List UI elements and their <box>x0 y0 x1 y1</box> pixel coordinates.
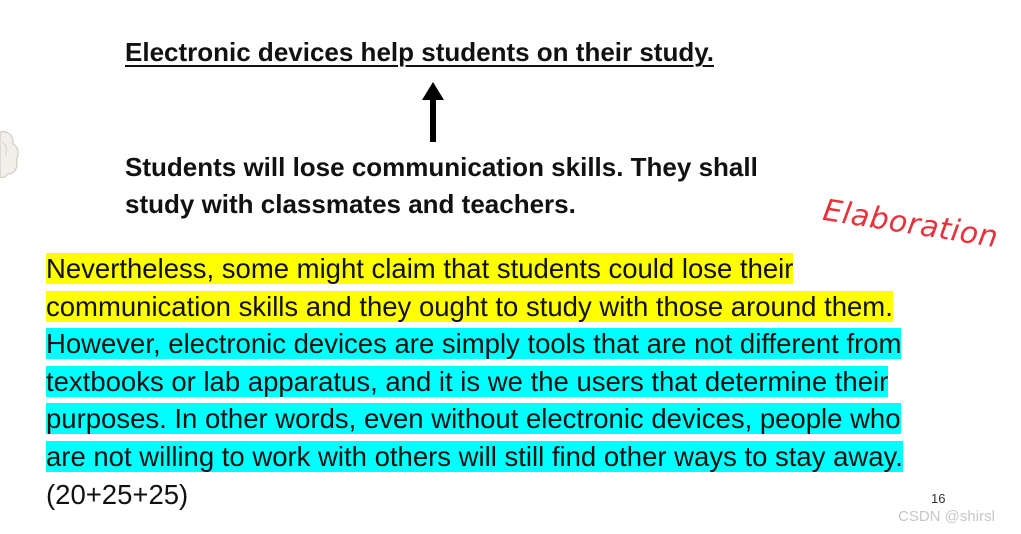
partial-decorative-image <box>0 128 22 180</box>
rebuttal-paragraph <box>46 250 946 513</box>
elaboration-annotation: Elaboration <box>820 193 1001 256</box>
up-arrow-icon <box>421 82 445 142</box>
cyan-highlight-segment: However, electronic devices are simply tools that are not different from textbooks or lab apparatus, and it is we the users that determine their purposes. In other words, even without electronic devices, people who are not willing to work with others will still find other ways to stay away. <box>46 328 903 472</box>
yellow-highlight-segment: Nevertheless, some might claim that students could lose their communication skills and they ought to study with those around them. <box>46 253 893 322</box>
counterargument-text: Students will lose communication skills. They shall study with classmates and teachers. <box>125 152 758 219</box>
claim-heading: Electronic devices help students on their study. <box>125 37 714 67</box>
watermark: CSDN @shirsl <box>898 508 995 525</box>
score-label: (20+25+25) <box>46 478 189 510</box>
page-number: 16 <box>931 491 946 506</box>
